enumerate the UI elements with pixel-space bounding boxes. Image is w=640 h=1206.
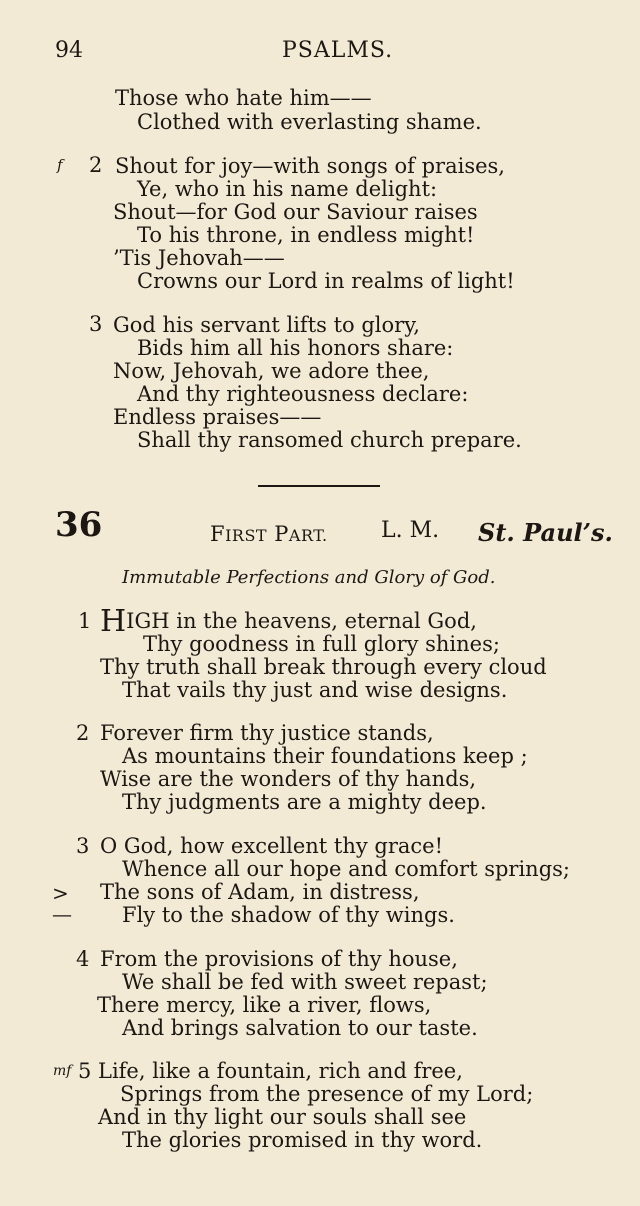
- stanza-number: 5: [78, 1059, 92, 1083]
- verse-line: And thy righteousness declare:: [137, 382, 469, 406]
- stanza-number: 3: [89, 312, 103, 336]
- hymn-meter: L. M.: [381, 518, 440, 543]
- verse-line: Crowns our Lord in realms of light!: [137, 269, 515, 293]
- stanza-number: 3: [76, 834, 90, 858]
- part-smallcaps: ART.: [288, 526, 328, 545]
- verse-line: Shout for joy—with songs of praises,: [115, 154, 505, 178]
- verse-line: And brings salvation to our taste.: [122, 1016, 478, 1040]
- verse-line: God his servant lifts to glory,: [113, 313, 420, 337]
- prev-closing-line: Those who hate him——: [115, 86, 372, 110]
- drop-cap: H: [100, 604, 127, 639]
- verse-line: That vails thy just and wise designs.: [122, 678, 508, 702]
- verse-line: There mercy, like a river, flows,: [97, 993, 432, 1017]
- part-cap: P: [274, 522, 289, 546]
- hymn-part: [210, 522, 328, 546]
- verse-line: Shall thy ransomed church prepare.: [137, 428, 522, 452]
- verse-line: As mountains their foundations keep ;: [122, 744, 528, 768]
- section-divider: [258, 485, 380, 487]
- verse-line: The sons of Adam, in distress,: [100, 880, 420, 904]
- verse-line: Wise are the wonders of thy hands,: [100, 767, 477, 791]
- verse-line: Ye, who in his name delight:: [137, 177, 438, 201]
- verse-line: Bids him all his honors share:: [137, 336, 454, 360]
- verse-line: Endless praises——: [113, 405, 322, 429]
- verse-line-first: [100, 604, 477, 639]
- verse-line: Now, Jehovah, we adore thee,: [113, 359, 430, 383]
- accent-mark: >: [52, 881, 69, 905]
- part-smallcaps: IRST: [225, 526, 268, 545]
- verse-line: Fly to the shadow of thy wings.: [122, 903, 455, 927]
- prev-closing-line: Clothed with everlasting shame.: [137, 110, 482, 134]
- part-cap: F: [210, 522, 226, 546]
- verse-line-rest: IGH in the heavens, eternal God,: [126, 609, 477, 633]
- stanza-number: 2: [89, 153, 103, 177]
- running-title: PSALMS.: [282, 38, 394, 63]
- verse-line: We shall be fed with sweet repast;: [122, 970, 488, 994]
- verse-line: The glories promised in thy word.: [122, 1128, 483, 1152]
- stanza-number: 1: [78, 609, 92, 633]
- stanza-number: 2: [76, 721, 90, 745]
- verse-line: Thy truth shall break through every cloud: [100, 655, 547, 679]
- verse-line: Springs from the presence of my Lord;: [120, 1082, 534, 1106]
- verse-line: From the provisions of thy house,: [100, 947, 458, 971]
- verse-line: Forever firm thy justice stands,: [100, 721, 434, 745]
- verse-line: To his throne, in endless might!: [137, 223, 475, 247]
- verse-line: O God, how excellent thy grace!: [100, 834, 444, 858]
- verse-line: Whence all our hope and comfort springs;: [122, 857, 570, 881]
- verse-line: And in thy light our souls shall see: [98, 1105, 467, 1129]
- page-number: 94: [55, 38, 83, 63]
- verse-line: Shout—for God our Saviour raises: [113, 200, 478, 224]
- verse-line: Life, like a fountain, rich and free,: [98, 1059, 463, 1083]
- verse-line: ’Tis Jehovah——: [113, 246, 285, 270]
- dynamic-mark: mf: [53, 1063, 72, 1079]
- dash-mark: —: [52, 902, 72, 926]
- verse-line: Thy goodness in full glory shines;: [143, 632, 500, 656]
- stanza-number: 4: [76, 947, 90, 971]
- verse-line: Thy judgments are a mighty deep.: [122, 790, 487, 814]
- hymn-number: 36: [55, 505, 103, 545]
- dynamic-mark: f: [57, 156, 63, 174]
- hymn-subtitle: Immutable Perfections and Glory of God.: [122, 567, 496, 588]
- hymn-tune: St. Paul’s.: [478, 518, 613, 547]
